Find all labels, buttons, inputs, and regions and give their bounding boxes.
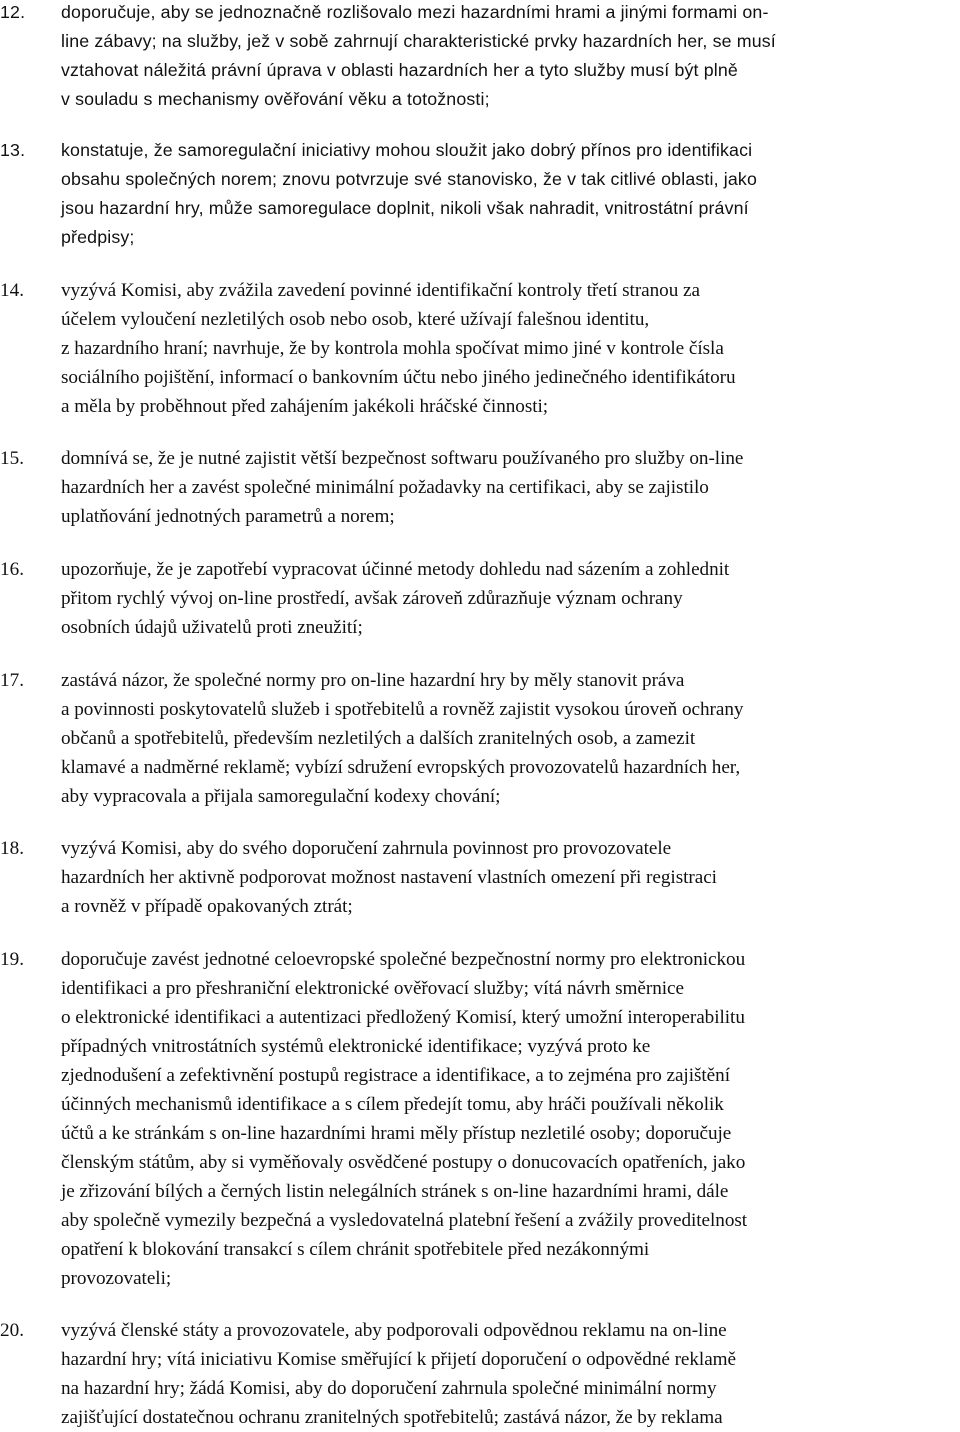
text-line: vyzývá Komisi, aby zvážila zavedení povinné identifikační kontroly třetí stranou za	[61, 280, 700, 301]
text-line: na hazardní hry; žádá Komisi, aby do doporučení zahrnula společné minimální normy	[61, 1378, 717, 1399]
text-line: občanů a spotřebitelů, především nezletilých a dalších zranitelných osob, a zamezit	[61, 728, 696, 749]
text-line: line zábavy; na služby, jež v sobě zahrnují charakteristické prvky hazardních her, se musí	[61, 31, 776, 51]
text-line: doporučuje zavést jednotné celoevropské společné bezpečnostní normy pro elektronickou	[61, 949, 746, 970]
paragraph-text	[61, 276, 958, 421]
text-line: účtů a ke stránkám s on-line hazardními hrami měly přístup nezletilé osoby; doporučuje	[61, 1123, 732, 1144]
text-line: domnívá se, že je nutné zajistit větší bezpečnost softwaru používaného pro služby on-line	[61, 448, 744, 469]
text-line: opatření k blokování transakcí s cílem chránit spotřebitele před nezákonnými	[61, 1239, 650, 1260]
text-line: účinných mechanismů identifikace a s cílem předejít tomu, aby hráči používali několik	[61, 1094, 724, 1115]
text-line: osobních údajů uživatelů proti zneužití;	[61, 617, 363, 638]
paragraph-text	[61, 444, 958, 531]
text-line: členským státům, aby si vyměňovaly osvědčené postupy o donucovacích opatřeních, jako	[61, 1152, 746, 1173]
text-line: hazardní hry; vítá iniciativu Komise směřující k přijetí doporučení o odpovědné reklamě	[61, 1349, 737, 1370]
paragraph-number: 15.	[0, 448, 24, 469]
text-line: uplatňování jednotných parametrů a norem;	[61, 506, 395, 527]
text-line: přitom rychlý vývoj on-line prostředí, avšak zároveň zdůrazňuje význam ochrany	[61, 588, 683, 609]
text-line: o elektronické identifikaci a autentizaci předložený Komisí, který umožní interoperabilitu	[61, 1007, 745, 1028]
text-line: zastává názor, že společné normy pro on-line hazardní hry by měly stanovit práva	[61, 670, 685, 691]
paragraph-text	[61, 666, 958, 811]
text-line: aby společně vymezily bezpečná a vysledovatelná platební řešení a zvážily proveditelnost	[61, 1210, 748, 1231]
text-line: a rovněž v případě opakovaných ztrát;	[61, 896, 353, 917]
text-line: a povinnosti poskytovatelů služeb i spotřebitelů a rovněž zajistit vysokou úroveň ochrany	[61, 699, 744, 720]
paragraph-number: 20.	[0, 1320, 24, 1341]
text-line: doporučuje, aby se jednoznačně rozlišovalo mezi hazardními hrami a jinými formami on-	[61, 2, 769, 22]
text-line: zjednodušení a zefektivnění postupů registrace a identifikace, a to zejména pro zajištění	[61, 1065, 730, 1086]
text-line: konstatuje, že samoregulační iniciativy mohou sloužit jako dobrý přínos pro identifikaci	[61, 140, 753, 160]
text-line: sociálního pojištění, informací o bankovním účtu nebo jiného jedinečného identifikátoru	[61, 367, 736, 388]
paragraph-number: 13.	[0, 140, 26, 160]
text-line: v souladu s mechanismy ověřování věku a totožnosti;	[61, 89, 490, 109]
text-line: účelem vyloučení nezletilých osob nebo osob, které užívají falešnou identitu,	[61, 309, 650, 330]
text-line: jsou hazardní hry, může samoregulace doplnit, nikoli však nahradit, vnitrostátní právní	[61, 198, 749, 218]
text-line: klamavé a nadměrné reklamě; vybízí sdružení evropských provozovatelů hazardních her,	[61, 757, 741, 778]
paragraph-number: 17.	[0, 670, 24, 691]
text-line: aby vypracovala a přijala samoregulační kodexy chování;	[61, 786, 501, 807]
paragraph-text	[61, 1316, 958, 1432]
text-line: zajišťující dostatečnou ochranu zranitelných spotřebitelů; zastává názor, že by reklama	[61, 1407, 723, 1428]
text-line: vztahovat náležitá právní úprava v oblasti hazardních her a tyto služby musí být plně	[61, 60, 738, 80]
text-line: obsahu společných norem; znovu potvrzuje své stanovisko, že v tak citlivé oblasti, jako	[61, 169, 757, 189]
paragraph-number: 19.	[0, 949, 24, 970]
text-line: předpisy;	[61, 227, 135, 247]
text-line: je zřizování bílých a černých listin nelegálních stránek s on-line hazardními hrami, dále	[61, 1181, 729, 1202]
text-line: vyzývá členské státy a provozovatele, aby podporovali odpovědnou reklamu na on-line	[61, 1320, 727, 1341]
paragraph-text	[61, 834, 958, 921]
paragraph-number: 18.	[0, 838, 24, 859]
text-line: vyzývá Komisi, aby do svého doporučení zahrnula povinnost pro provozovatele	[61, 838, 672, 859]
paragraph-text	[61, 555, 958, 642]
paragraph-text	[61, 0, 958, 114]
text-line: provozovateli;	[61, 1268, 172, 1289]
text-line: a měla by proběhnout před zahájením jakékoli hráčské činnosti;	[61, 396, 549, 417]
paragraph-text	[61, 945, 958, 1293]
text-line: upozorňuje, že je zapotřebí vypracovat účinné metody dohledu nad sázením a zohlednit	[61, 559, 730, 580]
text-line: hazardních her aktivně podporovat možnost nastavení vlastních omezení při registraci	[61, 867, 717, 888]
text-line: případných vnitrostátních systémů elektronické identifikace; vyzývá proto ke	[61, 1036, 651, 1057]
text-line: z hazardního hraní; navrhuje, že by kontrola mohla spočívat mimo jiné v kontrole čísla	[61, 338, 724, 359]
paragraph-number: 14.	[0, 280, 24, 301]
paragraph-number: 12.	[0, 2, 26, 22]
paragraph-text	[61, 136, 958, 252]
text-line: hazardních her a zavést společné minimální požadavky na certifikaci, aby se zajistilo	[61, 477, 709, 498]
text-line: identifikaci a pro přeshraniční elektronické ověřovací služby; vítá návrh směrnice	[61, 978, 684, 999]
paragraph-number: 16.	[0, 559, 24, 580]
